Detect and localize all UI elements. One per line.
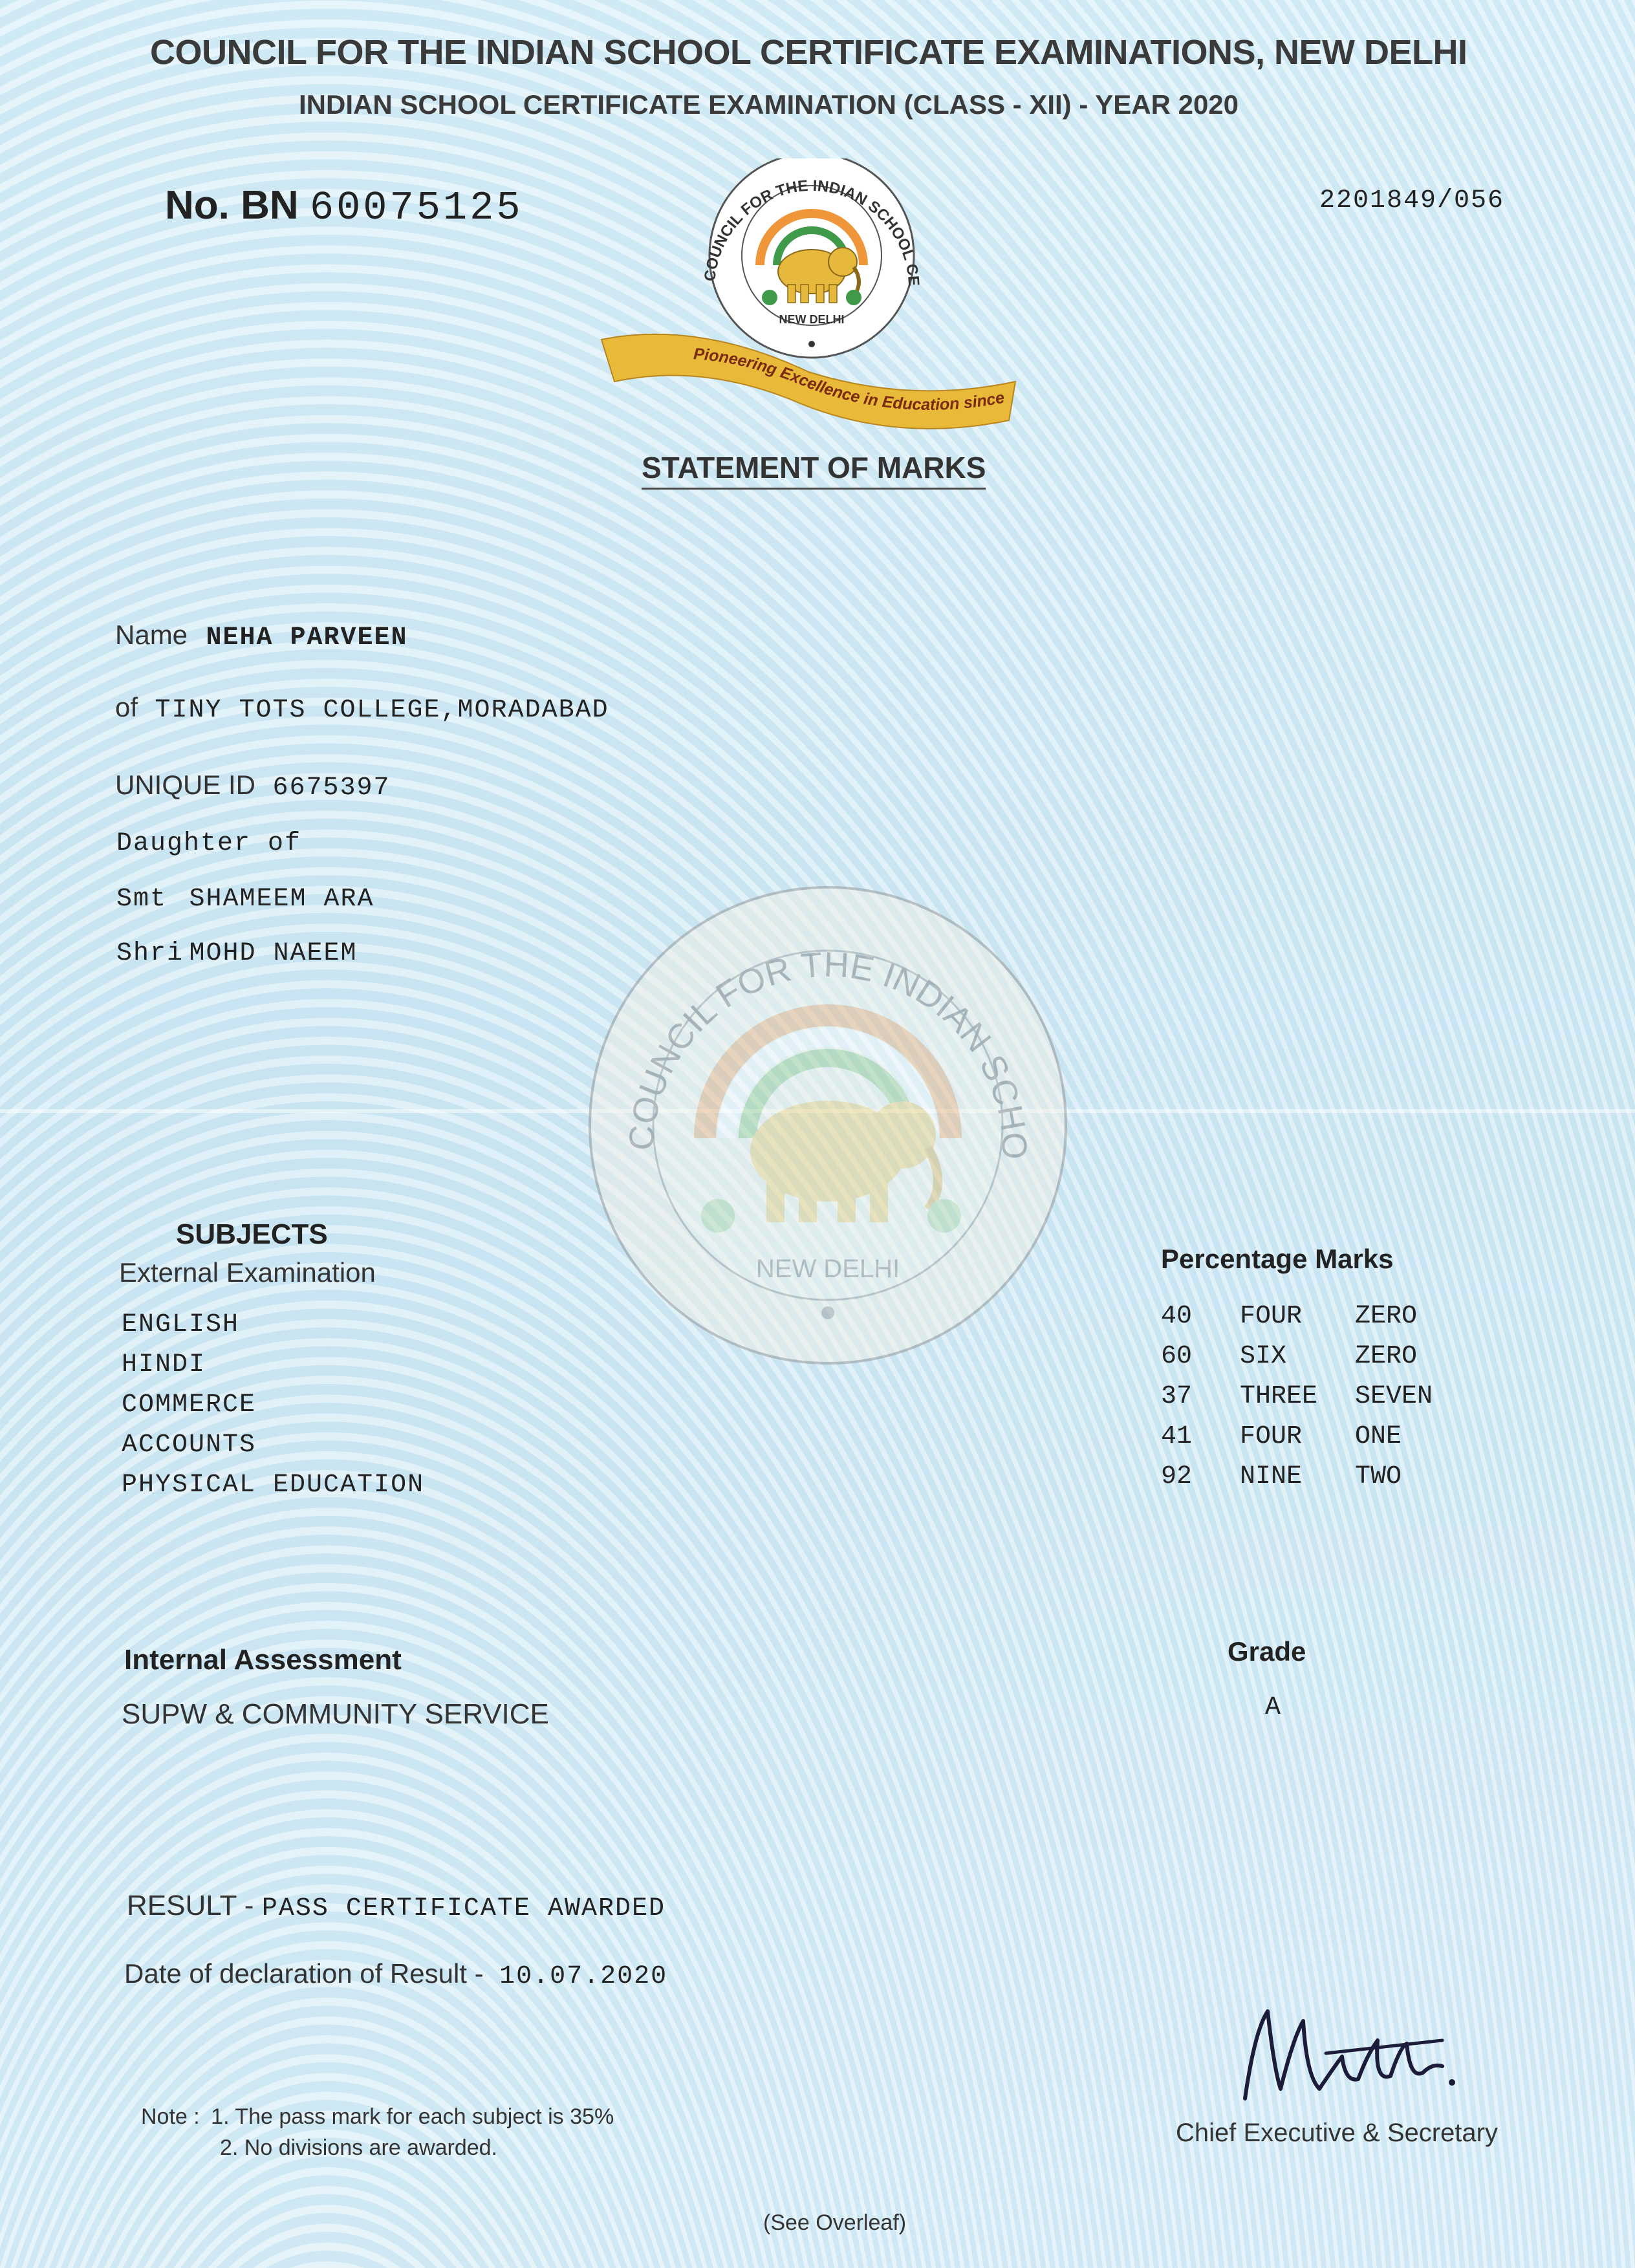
marks-row: [1161, 1342, 1614, 1382]
marks-row: [1161, 1302, 1614, 1342]
subject-name: ENGLISH: [122, 1310, 240, 1339]
marks-figure: 40: [1161, 1302, 1193, 1331]
marks-word: ONE: [1355, 1422, 1402, 1451]
marks-row: [1161, 1462, 1614, 1502]
svg-text:NEW DELHI: NEW DELHI: [755, 1255, 900, 1283]
marks-word: SIX: [1240, 1342, 1287, 1371]
marks-word: TWO: [1355, 1462, 1402, 1491]
marks-word: SEVEN: [1355, 1382, 1433, 1411]
marks-word: THREE: [1240, 1382, 1318, 1411]
unique-id: 6675397: [272, 773, 391, 803]
uid-label: UNIQUE ID: [115, 770, 256, 800]
mother-row: [116, 885, 374, 914]
father-prefix: Shri: [116, 939, 184, 968]
signature: [1229, 1992, 1475, 2121]
name-row: [115, 620, 408, 653]
council-name: COUNCIL FOR THE INDIAN SCHOOL CERTIFICATE EXAMINATIONS, NEW DELHI: [150, 33, 1467, 72]
signatory-title: Chief Executive & Secretary: [1176, 2119, 1498, 2147]
marks-word: ZERO: [1355, 1342, 1418, 1371]
external-subheading: External Examination: [119, 1257, 376, 1288]
subject-name: ACCOUNTS: [122, 1431, 257, 1460]
internal-subject: SUPW & COMMUNITY SERVICE: [122, 1698, 549, 1730]
marks-heading: Percentage Marks: [1161, 1244, 1394, 1274]
school-row: [115, 692, 609, 725]
svg-text:NEW DELHI: NEW DELHI: [779, 313, 845, 326]
note-item: 2. No divisions are awarded.: [220, 2135, 498, 2160]
marks-word: FOUR: [1240, 1302, 1303, 1331]
marks-list: [1161, 1302, 1614, 1509]
subjects-list: [122, 1310, 574, 1517]
result-row: [127, 1890, 666, 1923]
serial-number: 60075125: [309, 185, 523, 231]
subjects-heading: SUBJECTS: [176, 1218, 328, 1250]
subject-name: HINDI: [122, 1350, 206, 1379]
see-overleaf: (See Overleaf): [763, 2210, 907, 2235]
father-name: MOHD NAEEM: [189, 939, 358, 968]
council-logo: [595, 158, 1022, 437]
declaration-date: 10.07.2020: [499, 1962, 668, 1991]
watermark-emblem: [582, 880, 1074, 1371]
marks-figure: 92: [1161, 1462, 1193, 1491]
internal-grade: A: [1265, 1693, 1283, 1722]
uid-row: [115, 770, 391, 803]
svg-text:Pioneering Excellence in Educa: Pioneering Excellence in Education since: [693, 345, 1006, 414]
name-label: Name: [115, 620, 188, 650]
mother-name: SHAMEEM ARA: [189, 885, 374, 914]
signature-mark: [1229, 1992, 1475, 2121]
reference-number: 2201849/056: [1319, 186, 1505, 215]
marks-figure: 41: [1161, 1422, 1193, 1451]
marks-word: NINE: [1240, 1462, 1303, 1491]
svg-text:COUNCIL FOR THE INDIAN SCHOOL: COUNCIL FOR THE INDIAN SCHO: [622, 945, 1034, 1160]
subject-name: COMMERCE: [122, 1390, 257, 1420]
marks-row: [1161, 1382, 1614, 1422]
declaration-label: Date of declaration of Result -: [124, 1958, 484, 1989]
exam-title: INDIAN SCHOOL CERTIFICATE EXAMINATION (CLASS - XII) - YEAR 2020: [299, 89, 1239, 120]
subject-name: PHYSICAL EDUCATION: [122, 1471, 425, 1500]
marks-figure: 37: [1161, 1382, 1193, 1411]
statement-title: STATEMENT OF MARKS: [642, 450, 986, 490]
notes: [141, 2104, 614, 2130]
watermark-emblem-icon: [582, 880, 1074, 1371]
marks-word: FOUR: [1240, 1422, 1303, 1451]
serial-block: [165, 182, 523, 231]
father-row: [116, 939, 358, 968]
relation-label: Daughter of: [116, 829, 302, 858]
internal-heading: Internal Assessment: [124, 1644, 402, 1676]
marks-word: ZERO: [1355, 1302, 1418, 1331]
marks-row: [1161, 1422, 1614, 1462]
result-label: RESULT -: [127, 1890, 254, 1921]
school-name: TINY TOTS COLLEGE,MORADABAD: [155, 696, 609, 725]
declaration-row: [124, 1958, 667, 1991]
of-label: of: [115, 692, 138, 722]
council-emblem-icon: [595, 158, 1022, 437]
grade-heading: Grade: [1228, 1636, 1306, 1667]
candidate-name: NEHA PARVEEN: [206, 623, 408, 653]
result-value: PASS CERTIFICATE AWARDED: [261, 1894, 666, 1923]
mother-prefix: Smt: [116, 885, 168, 914]
svg-text:COUNCIL FOR THE INDIAN SCHOOL: COUNCIL FOR THE INDIAN SCHOOL CE: [701, 177, 923, 287]
notes-prefix: Note :: [141, 2104, 200, 2129]
marks-figure: 60: [1161, 1342, 1193, 1371]
serial-prefix: No. BN: [165, 183, 299, 228]
note-item: 1. The pass mark for each subject is 35%: [211, 2104, 614, 2129]
